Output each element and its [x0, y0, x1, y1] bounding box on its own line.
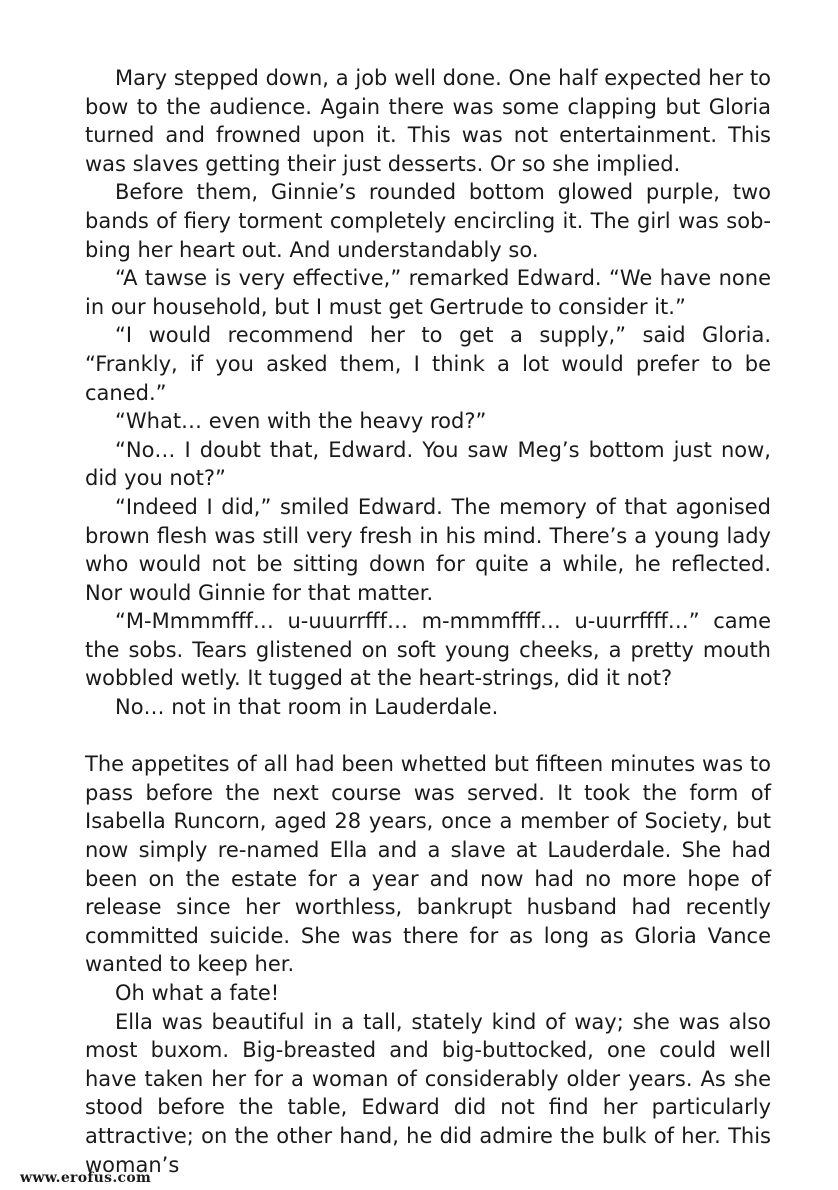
paragraph: “I would recommend her to get a supply,” said Gloria. “Frankly, if you asked them, I think a lot would prefer to be caned.” [85, 323, 771, 405]
paragraph: The appetites of all had been whetted but fifteen minutes was to pass before the next course was served. It took the form of Isabella Runcorn, aged 28 years, once a member of Society, but now simply re-named Ella and a slave at Lauderdale. She had been on the estate for a year and now had no more hope of release since her worthless, bankrupt husband had recently committed suicide. She was there for as long as Gloria Vance wanted to keep her. [85, 752, 771, 977]
paragraph: “A tawse is very effective,” remarked Edward. “We have none in our household, but I must get Gertrude to consider it.” [85, 266, 771, 319]
paragraph: “No… I doubt that, Edward. You saw Meg’s bottom just now, did you not?” [85, 437, 771, 491]
paragraph: Mary stepped down, a job well done. One half expected her to bow to the audience. Again there was some clapping but Gloria turned and frowned upon it. This was not entertainment. This was slaves getting their just desserts. Or so she implied. [85, 66, 771, 176]
section-break [85, 722, 771, 751]
paragraph: Ella was beautiful in a tall, stately kind of way; she was also most buxom. Big-breasted and big-buttocked, one could well have taken her for a woman of considerably older years. As she stood before the table, Edward did not find her particularly attractive; on the other hand, he did admire the bulk of her. This woman’s [85, 1009, 771, 1177]
paragraph: Before them, Ginnie’s rounded bottom glowed purple, two bands of fiery torment completely encircling it. The girl was sobbing her heart out. And understandably so. [85, 180, 771, 262]
watermark: www.erofus.com [20, 1170, 152, 1186]
paragraph: “What… even with the heavy rod?” [115, 409, 487, 434]
body-text [85, 64, 771, 1179]
paragraph: Oh what a fate! [115, 981, 280, 1005]
paragraph: “M-Mmmmfff… u-uuurrfff… m-mmmffff… u-uurrffff…” came the sobs. Tears glistened on soft young cheeks, a pretty mouth wobbled wetly. It tugged at the heart-strings, did it not? [85, 609, 771, 691]
paragraph: No… not in that room in Lauderdale. [115, 695, 499, 720]
paragraph: “Indeed I did,” smiled Edward. The memory of that agonised brown flesh was still very fresh in his mind. There’s a young lady who would not be sitting down for quite a while, he reflected. Nor would Ginnie for that matter. [85, 494, 771, 605]
